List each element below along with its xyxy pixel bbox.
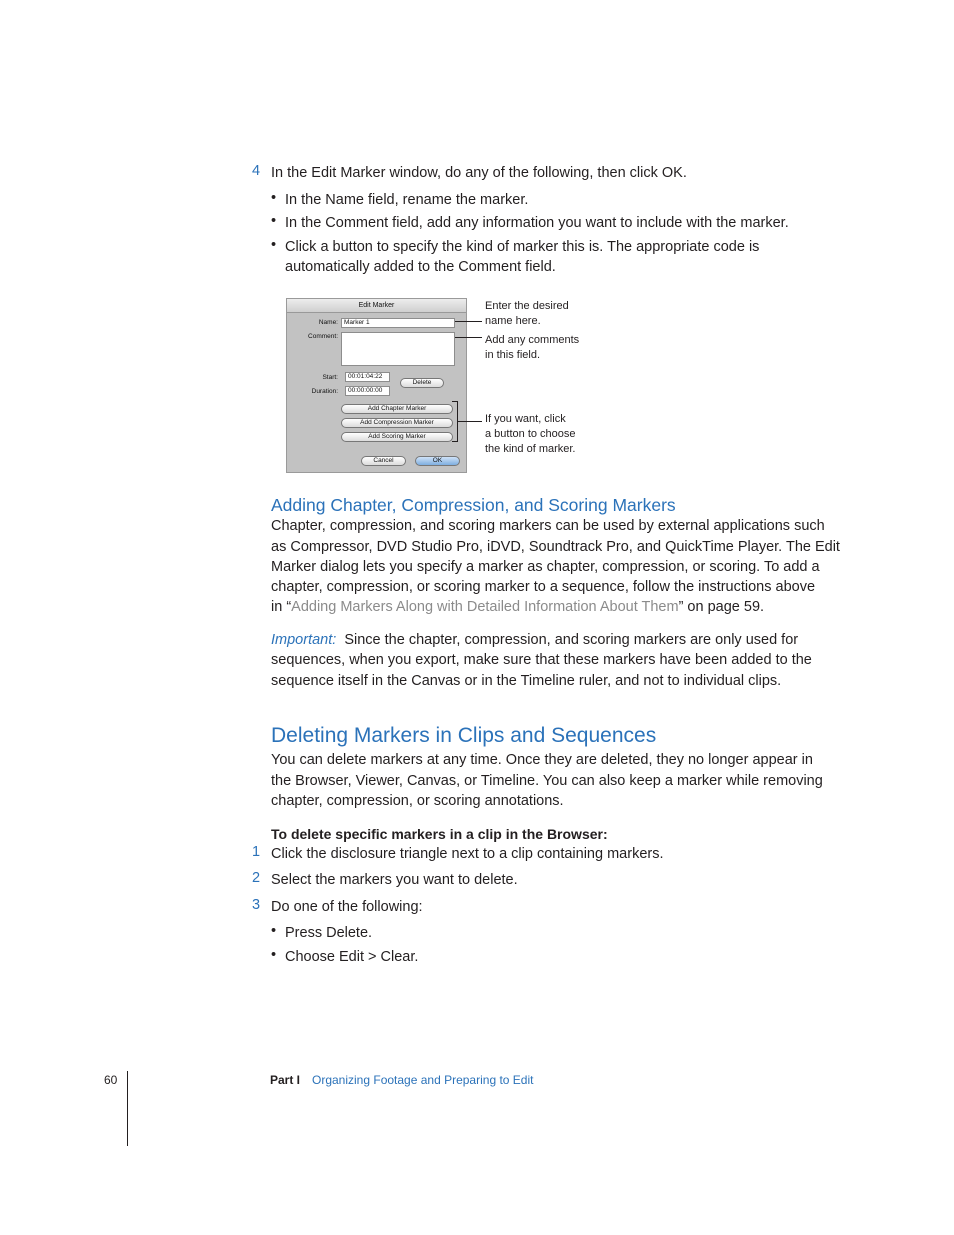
callout-kind-line2: a button to choose — [485, 428, 576, 440]
bullet-item: Choose Edit > Clear. — [285, 949, 419, 965]
bullet-item: In the Comment field, add any information you want to include with the marker. — [285, 215, 789, 231]
duration-label: Duration: — [311, 388, 338, 395]
callout-name-line2: name here. — [485, 315, 541, 327]
bullet-dot: • — [271, 923, 277, 939]
important-note-line — [271, 630, 798, 650]
add-chapter-marker-button[interactable]: Add Chapter Marker — [341, 404, 453, 414]
important-text: Since the chapter, compression, and scoring markers are only used for — [344, 632, 799, 648]
step-text: Do one of the following: — [271, 899, 423, 915]
page-number: 60 — [104, 1073, 118, 1087]
comment-field[interactable] — [341, 332, 455, 366]
callout-line-kind — [458, 421, 482, 422]
edit-marker-dialog — [286, 298, 467, 473]
callout-kind-line1: If you want, click — [485, 413, 566, 425]
task-heading: To delete specific markers in a clip in the Browser: — [271, 826, 608, 842]
bullet-dot: • — [271, 213, 277, 229]
section-heading: Adding Chapter, Compression, and Scoring Markers — [271, 495, 676, 515]
footer-part: Part I — [270, 1073, 301, 1087]
start-label: Start: — [322, 374, 338, 381]
paragraph-line: as Compressor, DVD Studio Pro, iDVD, Soundtrack Pro, and QuickTime Player. The Edit — [271, 539, 840, 555]
comment-label: Comment: — [308, 333, 338, 340]
ok-button[interactable]: OK — [415, 456, 460, 466]
paragraph-line: the Browser, Viewer, Canvas, or Timeline. You can also keep a marker while removing — [271, 773, 823, 789]
text-prefix: in “ — [271, 599, 292, 615]
bullet-item-continued: automatically added to the Comment field. — [285, 259, 556, 275]
step-number: 2 — [252, 870, 261, 886]
callout-kind-line3: the kind of marker. — [485, 443, 576, 455]
bullet-item: Click a button to specify the kind of marker this is. The appropriate code is — [285, 239, 760, 255]
name-field[interactable]: Marker 1 — [341, 318, 455, 328]
cross-reference-link[interactable]: Adding Markers Along with Detailed Information About Them — [291, 599, 679, 615]
callout-name-line1: Enter the desired — [485, 300, 569, 312]
paragraph-line: You can delete markers at any time. Once they are deleted, they no longer appear in — [271, 752, 813, 768]
important-note-line: sequence itself in the Canvas or in the Timeline ruler, and not to individual clips. — [271, 673, 782, 689]
section-heading: Deleting Markers in Clips and Sequences — [271, 724, 657, 747]
step-number: 3 — [252, 897, 261, 913]
bullet-item: In the Name field, rename the marker. — [285, 192, 529, 208]
step-text: In the Edit Marker window, do any of the following, then click OK. — [271, 165, 687, 181]
step-number: 4 — [252, 163, 261, 179]
bullet-dot: • — [271, 947, 277, 963]
bullet-dot: • — [271, 237, 277, 253]
text-suffix: ” on page 59. — [678, 599, 765, 615]
add-scoring-marker-button[interactable]: Add Scoring Marker — [341, 432, 453, 442]
step-text: Click the disclosure triangle next to a clip containing markers. — [271, 846, 664, 862]
start-field[interactable]: 00:01:04:22 — [345, 372, 390, 382]
cancel-button[interactable]: Cancel — [361, 456, 406, 466]
add-compression-marker-button[interactable]: Add Compression Marker — [341, 418, 453, 428]
footer-chapter-title: Organizing Footage and Preparing to Edit — [312, 1073, 534, 1087]
step-text: Select the markers you want to delete. — [271, 872, 518, 888]
delete-button[interactable]: Delete — [400, 378, 444, 388]
paragraph-line: chapter, compression, or scoring marker to a sequence, follow the instructions above — [271, 579, 816, 595]
name-label: Name: — [318, 319, 338, 326]
important-note-line: sequences, when you export, make sure that these markers have been added to the — [271, 652, 812, 668]
paragraph-line: chapter, compression, or scoring annotations. — [271, 793, 564, 809]
callout-bracket-bottom — [452, 441, 458, 442]
bullet-item: Press Delete. — [285, 925, 373, 941]
important-label: Important: — [271, 632, 337, 648]
bullet-dot: • — [271, 190, 277, 206]
footer-rule — [127, 1071, 128, 1146]
duration-field[interactable]: 00:00:00:00 — [345, 386, 390, 396]
paragraph-line — [271, 597, 764, 617]
callout-line-name — [455, 321, 482, 322]
callout-comment-line1: Add any comments — [485, 334, 580, 346]
dialog-title: Edit Marker — [287, 299, 466, 313]
callout-comment-line2: in this field. — [485, 349, 541, 361]
paragraph-line: Chapter, compression, and scoring markers can be used by external applications such — [271, 518, 825, 534]
step-number: 1 — [252, 844, 261, 860]
callout-line-comment — [455, 337, 482, 338]
paragraph-line: Marker dialog lets you specify a marker as chapter, compression, or scoring. To add a — [271, 559, 820, 575]
